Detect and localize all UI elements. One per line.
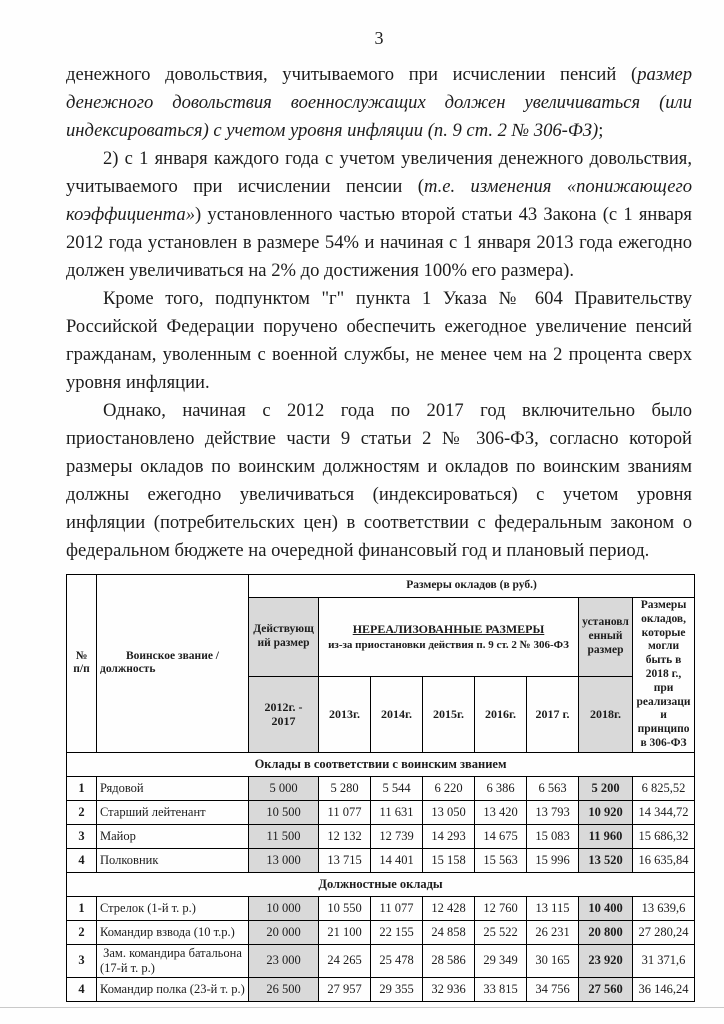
value-cell: 12 739 bbox=[371, 824, 423, 848]
value-cell-2018: 10 920 bbox=[579, 800, 633, 824]
row-number-cell: 2 bbox=[67, 920, 97, 944]
value-cell-2018: 20 800 bbox=[579, 920, 633, 944]
value-cell: 11 077 bbox=[319, 800, 371, 824]
value-cell: 10 550 bbox=[319, 896, 371, 920]
value-cell: 26 231 bbox=[527, 920, 579, 944]
value-cell: 6 825,52 bbox=[633, 776, 695, 800]
section-title-row bbox=[67, 752, 695, 776]
value-cell-2018: 13 520 bbox=[579, 848, 633, 872]
value-cell: 34 756 bbox=[527, 977, 579, 1001]
table-row bbox=[67, 977, 695, 1001]
table-row bbox=[67, 800, 695, 824]
value-cell-2018: 23 920 bbox=[579, 944, 633, 977]
value-cell: 12 132 bbox=[319, 824, 371, 848]
row-number-cell: 3 bbox=[67, 824, 97, 848]
value-cell-current: 10 000 bbox=[249, 896, 319, 920]
value-cell: 15 158 bbox=[423, 848, 475, 872]
row-number-cell: 3 bbox=[67, 944, 97, 977]
year-header-2016: 2016г. bbox=[475, 676, 527, 752]
value-cell-2018: 5 200 bbox=[579, 776, 633, 800]
document-body-text bbox=[66, 61, 692, 565]
value-cell-2018: 27 560 bbox=[579, 977, 633, 1001]
value-cell: 21 100 bbox=[319, 920, 371, 944]
value-cell: 36 146,24 bbox=[633, 977, 695, 1001]
year-header-2015: 2015г. bbox=[423, 676, 475, 752]
value-cell: 22 155 bbox=[371, 920, 423, 944]
table-row bbox=[67, 776, 695, 800]
row-number-cell: 1 bbox=[67, 776, 97, 800]
value-cell-current: 23 000 bbox=[249, 944, 319, 977]
rank-cell: Командир полка (23-й т. р.) bbox=[97, 977, 249, 1001]
value-cell: 13 793 bbox=[527, 800, 579, 824]
value-cell-current: 20 000 bbox=[249, 920, 319, 944]
unrealized-title: НЕРЕАЛИЗОВАННЫЕ РАЗМЕРЫ bbox=[352, 622, 545, 637]
year-header-2013: 2013г. bbox=[319, 676, 371, 752]
value-cell: 24 858 bbox=[423, 920, 475, 944]
text-run: ; bbox=[598, 120, 604, 141]
value-cell: 15 083 bbox=[527, 824, 579, 848]
value-cell-current: 11 500 bbox=[249, 824, 319, 848]
year-header-2017: 2017 г. bbox=[527, 676, 579, 752]
row-number-cell: 1 bbox=[67, 896, 97, 920]
value-cell: 30 165 bbox=[527, 944, 579, 977]
paragraph bbox=[66, 145, 692, 285]
rank-cell: Старший лейтенант bbox=[97, 800, 249, 824]
value-cell: 15 996 bbox=[527, 848, 579, 872]
table-row bbox=[67, 920, 695, 944]
text-run: Кроме того, подпунктом "г" пункта 1 Указа № 604 Правительству Российской Федерации поручено обеспечить ежегодное увеличение пенсий гражданам, уволенным с военной службы, не менее чем на 2 процента сверх уровня инфляции. bbox=[66, 288, 692, 393]
rank-cell: Командир взвода (10 т.р.) bbox=[97, 920, 249, 944]
italic-text-run: размер денежного довольствия военнослужащих должен увеличиваться (или индексироваться) с учетом уровня инфляции (п. 9 ст. 2 № 306-ФЗ) bbox=[66, 64, 692, 141]
value-cell: 11 631 bbox=[371, 800, 423, 824]
table-row bbox=[67, 944, 695, 977]
scan-artifact-line bbox=[0, 1007, 724, 1008]
value-cell: 14 293 bbox=[423, 824, 475, 848]
value-cell: 28 586 bbox=[423, 944, 475, 977]
header-row-1 bbox=[67, 575, 695, 598]
col-header-established-size: установленный размер bbox=[579, 598, 633, 677]
value-cell: 32 936 bbox=[423, 977, 475, 1001]
value-cell: 13 420 bbox=[475, 800, 527, 824]
salary-table-body bbox=[67, 752, 695, 1001]
table-row bbox=[67, 848, 695, 872]
value-cell: 14 401 bbox=[371, 848, 423, 872]
paragraph bbox=[66, 61, 692, 145]
value-cell: 12 760 bbox=[475, 896, 527, 920]
col-header-sizes: Размеры окладов (в руб.) bbox=[249, 575, 695, 598]
section-title: Должностные оклады bbox=[67, 872, 695, 896]
text-run: ) установленного частью второй статьи 43 Закона (с 1 января 2012 года установлен в размере 54% и начиная с 1 января 2013 года ежегодно должен увеличиваться на 2% до достижения 100% его размера). bbox=[66, 204, 692, 281]
table-row bbox=[67, 896, 695, 920]
page-content bbox=[66, 28, 692, 1002]
year-header-2012-2017: 2012г. - 2017 bbox=[249, 676, 319, 752]
value-cell: 15 686,32 bbox=[633, 824, 695, 848]
value-cell-current: 13 000 bbox=[249, 848, 319, 872]
value-cell: 14 675 bbox=[475, 824, 527, 848]
value-cell: 6 386 bbox=[475, 776, 527, 800]
text-run: денежного довольствия, учитываемого при исчислении пенсий ( bbox=[66, 64, 638, 85]
value-cell: 14 344,72 bbox=[633, 800, 695, 824]
value-cell: 24 265 bbox=[319, 944, 371, 977]
italic-text-run: т.е. изменения «понижающего коэффициента» bbox=[66, 176, 693, 225]
section-title-row bbox=[67, 872, 695, 896]
text-run: 2) с 1 января каждого года с учетом увеличения денежного довольствия, учитываемого при исчислении пенсии ( bbox=[66, 148, 692, 197]
table-row bbox=[67, 824, 695, 848]
value-cell: 6 563 bbox=[527, 776, 579, 800]
value-cell: 25 522 bbox=[475, 920, 527, 944]
value-cell: 25 478 bbox=[371, 944, 423, 977]
section-title: Оклады в соответствии с воинским званием bbox=[67, 752, 695, 776]
value-cell: 12 428 bbox=[423, 896, 475, 920]
rank-cell: Полковник bbox=[97, 848, 249, 872]
rank-cell: Зам. командира батальона (17-й т. р.) bbox=[97, 944, 249, 977]
value-cell: 13 115 bbox=[527, 896, 579, 920]
value-cell: 6 220 bbox=[423, 776, 475, 800]
value-cell-2018: 10 400 bbox=[579, 896, 633, 920]
value-cell: 13 715 bbox=[319, 848, 371, 872]
value-cell: 29 355 bbox=[371, 977, 423, 1001]
row-number-cell: 4 bbox=[67, 848, 97, 872]
value-cell: 27 957 bbox=[319, 977, 371, 1001]
text-run: Однако, начиная с 2012 года по 2017 год включительно было приостановлено действие части 9 статьи 2 № 306-ФЗ, согласно которой размеры окладов по воинским должностям и окладов по воинским званиям должны ежегодно увеличиваться (индексироваться) с учетом уровня инфляции (потребительских цен) в соответствии с федеральным законом о федеральном бюджете на очередной финансовый год и плановый период. bbox=[66, 400, 692, 561]
value-cell: 13 639,6 bbox=[633, 896, 695, 920]
col-header-could-be: Размеры окладов, которые могли быть в 2018 г., при реализации принципов 306-ФЗ bbox=[633, 598, 695, 753]
value-cell: 27 280,24 bbox=[633, 920, 695, 944]
value-cell: 16 635,84 bbox=[633, 848, 695, 872]
value-cell: 15 563 bbox=[475, 848, 527, 872]
row-number-cell: 4 bbox=[67, 977, 97, 1001]
col-header-number: № п/п bbox=[67, 575, 97, 753]
salary-table bbox=[66, 574, 695, 1002]
value-cell-2018: 11 960 bbox=[579, 824, 633, 848]
year-header-2018: 2018г. bbox=[579, 676, 633, 752]
value-cell: 11 077 bbox=[371, 896, 423, 920]
value-cell: 5 280 bbox=[319, 776, 371, 800]
value-cell: 31 371,6 bbox=[633, 944, 695, 977]
value-cell: 33 815 bbox=[475, 977, 527, 1001]
col-header-rank: Воинское звание / должность bbox=[97, 575, 249, 753]
unrealized-subtitle: из-за приостановки действия п. 9 ст. 2 № 306-ФЗ bbox=[328, 638, 569, 651]
page-number: 3 bbox=[374, 28, 384, 48]
rank-cell: Майор bbox=[97, 824, 249, 848]
paragraph bbox=[66, 397, 692, 565]
value-cell: 13 050 bbox=[423, 800, 475, 824]
col-header-unrealized bbox=[319, 598, 579, 677]
salary-table-header bbox=[67, 575, 695, 753]
col-header-current-size: Действующий размер bbox=[249, 598, 319, 677]
value-cell-current: 10 500 bbox=[249, 800, 319, 824]
row-number-cell: 2 bbox=[67, 800, 97, 824]
year-header-2014: 2014г. bbox=[371, 676, 423, 752]
paragraph bbox=[66, 285, 692, 397]
value-cell-current: 26 500 bbox=[249, 977, 319, 1001]
rank-cell: Стрелок (1-й т. р.) bbox=[97, 896, 249, 920]
value-cell-current: 5 000 bbox=[249, 776, 319, 800]
value-cell: 5 544 bbox=[371, 776, 423, 800]
rank-cell: Рядовой bbox=[97, 776, 249, 800]
value-cell: 29 349 bbox=[475, 944, 527, 977]
